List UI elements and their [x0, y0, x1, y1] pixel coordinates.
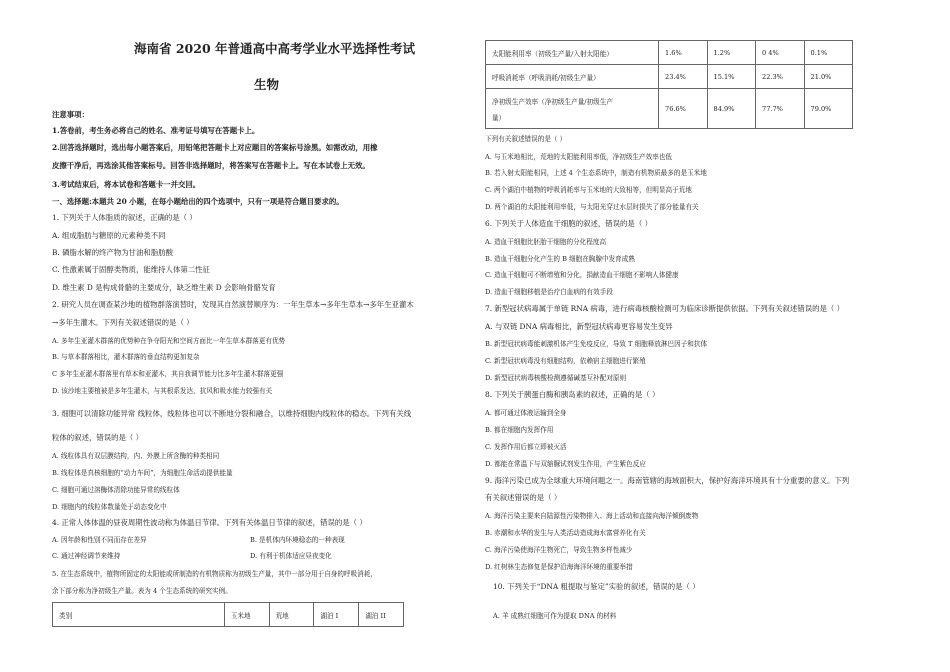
q4-opt-c: C. 通过神经调节来维持 — [52, 552, 121, 560]
q7-opt-b: B. 新型冠状病毒能刺激机体产生免疫反应，导致 T 细胞释放淋巴因子和抗体 — [485, 340, 708, 348]
table-row — [486, 65, 853, 89]
table-cell-line: 净初级生产效率（净初级生产量/初级生产 — [492, 97, 613, 106]
q9-opt-b: B. 赤潮和水华的发生与人类活动造成海水富营养化有关 — [485, 529, 646, 537]
table-cell: 太阳能利用率（初级生产量/入射太阳能） — [486, 41, 659, 65]
table-cell: 23.4% — [659, 65, 708, 89]
table-cell: 1.2% — [707, 41, 756, 65]
q9-stem: 9. 海洋污染已成为全球重大环境问题之一。海南管辖的海域面积大，保护好海洋环境具有十分重要的意义。下列 — [485, 476, 850, 485]
q5-table-head — [52, 602, 404, 627]
q10-opt-a: A. 羊 成熟红细胞可作为提取 DNA 的材料 — [493, 612, 617, 620]
section-1-heading: 一、选择题:本题共 20 小题，在每小题给出的四个选项中，只有一项是符合题目要求的。 — [52, 197, 344, 206]
exam-title: 海南省 2020 年普通高中高考学业水平选择性考试 — [134, 41, 415, 56]
q3-opt-d: D. 细胞内的线粒体数量处于动态变化中 — [52, 503, 167, 511]
table-cell: 15.1% — [707, 65, 756, 89]
table-cell: 22.3% — [756, 65, 805, 89]
q6-opt-a: A. 造血干细胞比胚胎干细胞的分化程度高 — [485, 238, 607, 246]
table-head-wasteland: 荒地 — [269, 603, 314, 627]
table-head-lake1: 湖泊 I — [314, 603, 359, 627]
table-cell: 0.1% — [804, 41, 853, 65]
q4-stem: 4. 正常人体体温的昼夜周期性波动称为体温日节律。下列有关体温日节律的叙述，错误的是（ ） — [52, 518, 367, 527]
q5-opt-a: A. 与玉米地相比，荒地的太阳能利用率低，净初级生产效率也低 — [485, 153, 672, 161]
table-row — [486, 89, 853, 129]
q5-question: 下列有关叙述错误的是（ ） — [485, 135, 567, 143]
q9-opt-d: D. 红树林生态修复是保护沿海海洋环境的重要举措 — [485, 563, 633, 571]
q3-stem: 3. 细胞可以清除功能异常 线粒体，线粒体也可以不断地分裂和融合，以维持细胞内线粒体的稳态。下列有关线 — [52, 409, 412, 418]
q6-opt-d: D. 造血干细胞移植是治疗白血病的有效手段 — [485, 288, 613, 296]
table-row — [486, 41, 853, 65]
q9-stem-cont: 有关叙述错误的是（ ） — [485, 493, 562, 502]
q8-opt-b: B. 都在细胞内发挥作用 — [485, 426, 554, 434]
q6-stem: 6. 下列关于人体造血干细胞的叙述，错误的是（ ） — [485, 219, 652, 228]
note-1: 1.答卷前，考生务必将自己的姓名、准考证号填写在答题卡上。 — [52, 126, 260, 135]
q9-opt-a: A. 海洋污染主要来自陆源性污染物排入、海上活动和直接向海洋倾倒废物 — [485, 512, 699, 520]
q4-opt-d: D. 有利于机体适应昼夜变化 — [250, 552, 332, 560]
table-cell-line-cont: 量） — [492, 113, 506, 122]
q5-opt-d: D. 两个湖泊的太阳能利用率低，与太阳光穿过水层时损失了部分能量有关 — [485, 203, 699, 211]
q10-stem: 10. 下列关于“DNA 粗提取与鉴定”实验的叙述，错误的是（ ） — [493, 582, 700, 591]
table-cell: 0 4% — [756, 41, 805, 65]
q3-opt-b: B. 线粒体是真核细胞的“动力车间”，为细胞生命活动提供能量 — [52, 469, 233, 477]
q8-opt-d: D. 都能在常温下与双缩脲试剂发生作用，产生紫色反应 — [485, 460, 646, 468]
q9-opt-c: C. 海洋污染使海洋生物死亡，导致生物多样性减少 — [485, 546, 633, 554]
q4-opt-a: A. 因年龄和性别不同而存在差异 — [52, 536, 147, 544]
note-3: 3.考试结束后，将本试卷和答题卡一并交回。 — [52, 180, 201, 189]
q2-opt-b: B. 与草本群落相比，灌木群落的垂直结构更加复杂 — [52, 353, 200, 361]
q5-opt-c: C. 两个湖泊中植物的呼吸消耗率与玉米地的大致相等，但明显高于荒地 — [485, 186, 692, 194]
q1-opt-a: A. 组成脂肪与糖原的元素种类不同 — [52, 231, 166, 240]
q1-stem: 1. 下列关于人体脂质的叙述，正确的是（ ） — [52, 213, 197, 222]
q7-stem: 7. 新型冠状病毒属于单链 RNA 病毒，进行病毒核酸检测可为临床诊断提供依据。下列有关叙述错误的是（ ） — [485, 304, 845, 313]
q1-opt-b: B. 磷脂水解的终产物为甘油和脂肪酸 — [52, 248, 173, 257]
table-head-category: 类别 — [53, 603, 225, 627]
q6-opt-c: C. 造血干细胞可不断增殖和分化，捐献造血干细胞不影响人体健康 — [485, 271, 679, 279]
table-head-cornfield: 玉米地 — [224, 603, 269, 627]
note-2: 2.回答选择题时，选出每小题答案后，用铅笔把答题卡上对应题目的答案标号涂黑。如需改动，用橡 — [52, 143, 378, 152]
table-cell: 76.6% — [659, 89, 708, 129]
table-cell: 84.9% — [707, 89, 756, 129]
q7-opt-d: D. 新型冠状病毒核酸检测遵循碱基互补配对原则 — [485, 374, 627, 382]
q5-opt-b: B. 若入射太阳能相同，上述 4 个生态系统中，制造有机物质最多的是玉米地 — [485, 169, 707, 177]
q3-opt-a: A. 线粒体具有双层膜结构，内、外膜上所含酶的种类相同 — [52, 452, 220, 460]
table-cell: 79.0% — [804, 89, 853, 129]
q4-opt-b: B. 是机体内环境稳态的一种表现 — [250, 536, 345, 544]
q6-opt-b: B. 造血干细胞分化产生的 B 细胞在胸腺中发育成熟 — [485, 255, 635, 263]
q2-opt-d: D. 该沙地主要植被是多年生灌木，与其根系发达，抗风和吸水能力较强有关 — [52, 387, 273, 395]
q7-opt-c: C. 新型冠状病毒没有细胞结构，依赖宿主细胞进行繁殖 — [485, 357, 646, 365]
q3-stem-cont: 粒体的叙述，错误的是（ ） — [52, 433, 144, 442]
notes-heading: 注意事项： — [52, 110, 89, 119]
q8-opt-a: A. 都可通过体液运输到全身 — [485, 409, 567, 417]
q2-stem-cont: →多年生灌木。下列有关叙述错误的是（ ） — [52, 318, 194, 327]
q1-opt-d: D. 维生素 D 是构成骨骼的主要成分，缺乏维生素 D 会影响骨骼发育 — [52, 283, 276, 292]
q2-opt-c: C 多年生亚灌木群落里有草本和亚灌木，其自我调节能力比多年生灌木群落更强 — [52, 370, 284, 378]
q1-opt-c: C. 性激素属于固醇类物质，能维持人体第二性征 — [52, 265, 210, 274]
q8-stem: 8. 下列关于胰蛋白酶和胰岛素的叙述，正确的是（ ） — [485, 390, 660, 399]
table-head-lake2: 湖泊 II — [359, 603, 404, 627]
q2-opt-a: A. 多年生亚灌木群落的优势种在争夺阳光和空间方面比一年生草本群落更有优势 — [52, 337, 286, 345]
table-cell: 21.0% — [804, 65, 853, 89]
q3-opt-c: C. 细胞可通过溶酶体清除功能异常的线粒体 — [52, 486, 180, 494]
q7-opt-a: A. 与双链 DNA 病毒相比，新型冠状病毒更容易发生变异 — [485, 322, 673, 331]
note-2-cont: 皮擦干净后，再选涂其他答案标号。回答非选择题时，将答案写在答题卡上。写在本试卷上无效。 — [52, 161, 370, 170]
table-cell: 呼吸消耗率（呼吸消耗/初级生产量） — [486, 65, 659, 89]
q5-stem: 5. 在生态系统中，植物所固定的太阳能或所制造的有机物质称为初级生产量，其中一部分用于自身的呼吸消耗， — [52, 570, 377, 578]
q5-stem-cont: 余下部分称为净初级生产量。表为 4 个生态系统的研究实例。 — [52, 587, 232, 595]
q5-table-body — [485, 40, 853, 129]
q2-stem: 2. 研究人员在调查某沙地的植物群落演替时，发现其自然演替顺序为：一年生草本→多年生草本→多年生亚灌木 — [52, 300, 414, 309]
table-cell: 77.7% — [756, 89, 805, 129]
exam-subject: 生物 — [254, 77, 280, 92]
table-cell — [486, 89, 659, 129]
q8-opt-c: C. 发挥作用后都立即被灭活 — [485, 443, 567, 451]
table-cell: 1.6% — [659, 41, 708, 65]
